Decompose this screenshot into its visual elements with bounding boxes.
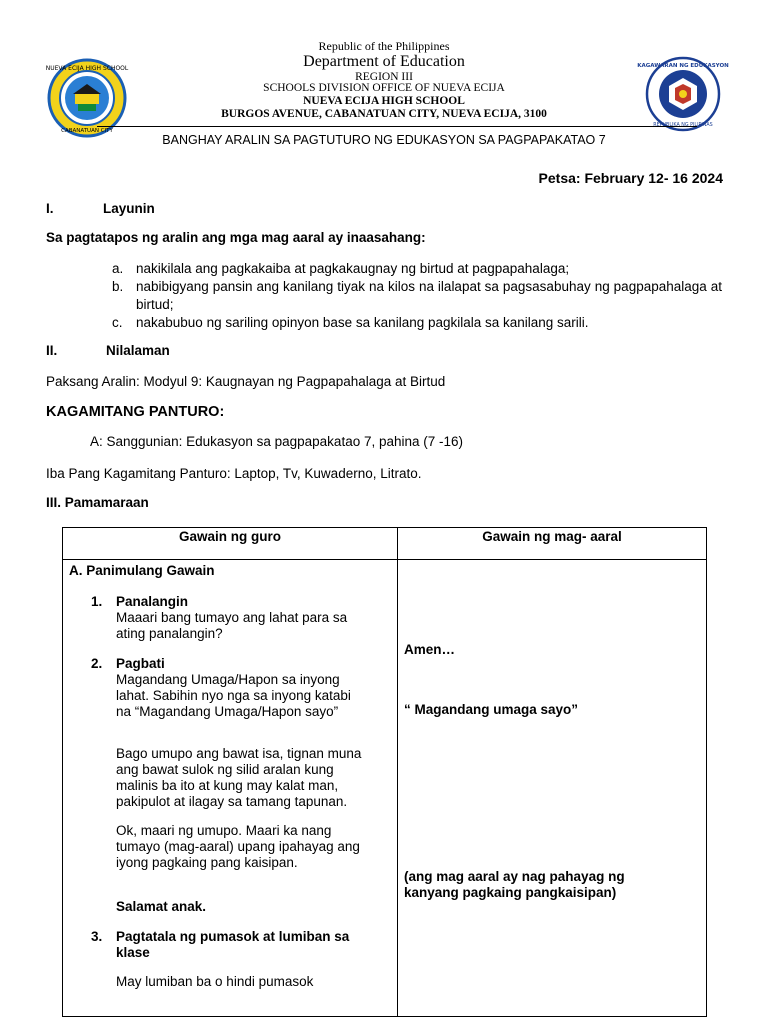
item-number: 2. [91, 656, 103, 671]
objective-text: nabibigyang pansin ang kanilang tiyak na kilos na ilalapat sa pagsasabuhay ng pagpapahalaga at birtud; [136, 279, 722, 312]
document-title: BANGHAY ARALIN SA PAGTUTURO NG EDUKASYON SA PAGPAPAKATAO 7 [162, 133, 606, 147]
pagtatala-title: klase [116, 945, 150, 960]
pahayag-response: kanyang pagkaing pangkaisipan) [404, 885, 617, 900]
objective-item [112, 260, 722, 278]
objective-item [112, 314, 722, 332]
school-name: NUEVA ECIJA HIGH SCHOOL [303, 95, 465, 107]
paragraph-line: Bago umupo ang bawat isa, tignan muna [116, 746, 362, 761]
table-header-row [63, 528, 707, 560]
aaral-cell [398, 560, 707, 1017]
paragraph-line: iyong pagkaing pang kaisipan. [116, 855, 298, 870]
division-line: SCHOOLS DIVISION OFFICE OF NUEVA ECIJA [263, 82, 505, 94]
section-2-title: Nilalaman [106, 343, 170, 358]
kagamitan-heading: KAGAMITANG PANTURO: [46, 404, 225, 420]
objectives-intro: Sa pagtatapos ng aralin ang mga mag aaral ay inaasahang: [46, 230, 426, 245]
column-header-guro: Gawain ng guro [63, 528, 398, 560]
objective-marker: a. [112, 261, 124, 276]
objective-item [112, 278, 722, 314]
region-line: REGION III [355, 71, 413, 83]
amen-response: Amen… [404, 642, 456, 657]
paragraph-line: ang bawat sulok ng silid aralan kung [116, 762, 334, 777]
deped-seal-text-bottom: REPUBLIKA NG PILIPINAS [653, 123, 713, 128]
item-number: 1. [91, 594, 103, 609]
section-1-number: I. [46, 201, 54, 216]
pagbati-line: lahat. Sabihin nyo nga sa inyong katabi [116, 688, 351, 703]
paragraph-line: tumayo (mag-aaral) upang ipahayag ang [116, 839, 360, 854]
magandang-response: “ Magandang umaga sayo” [404, 702, 579, 717]
school-logo-text-bottom: CABANATUAN CITY [61, 128, 113, 134]
pagtatala-title: Pagtatala ng pumasok at lumiban sa [116, 929, 350, 944]
paragraph-line: malinis ba ito at kung may kalat man, [116, 778, 339, 793]
panalangin-title: Panalangin [116, 594, 189, 609]
iba-pang-kagamitan: Iba Pang Kagamitang Panturo: Laptop, Tv, Kuwaderno, Litrato. [46, 466, 422, 481]
panalangin-line: ating panalangin? [116, 626, 223, 641]
objectives-list [112, 260, 722, 332]
paksang-aralin: Paksang Aralin: Modyul 9: Kaugnayan ng Pagpapahalaga at Birtud [46, 374, 446, 389]
objective-text: nakabubuo ng sariling opinyon base sa kanilang pagkilala sa kanilang sarili. [136, 315, 589, 330]
pagbati-title: Pagbati [116, 656, 165, 671]
school-logo-text-top: NUEVA ECIJA HIGH SCHOOL [45, 65, 129, 72]
guro-cell [63, 560, 398, 1017]
pagbati-line: na “Magandang Umaga/Hapon sayo” [116, 704, 339, 719]
objective-marker: b. [112, 279, 124, 294]
pahayag-response: (ang mag aaral ay nag pahayag ng [404, 869, 625, 884]
item-number: 3. [91, 929, 103, 944]
objective-marker: c. [112, 315, 123, 330]
panimula-heading: A. Panimulang Gawain [69, 563, 215, 578]
panalangin-line: Maaari bang tumayo ang lahat para sa [116, 610, 348, 625]
section-3-title: III. Pamamaraan [46, 495, 149, 510]
header-divider [97, 126, 697, 127]
paragraph-line: Ok, maari ng umupo. Maari ka nang [116, 823, 332, 838]
lesson-plan-table [62, 527, 707, 1017]
republic-line: Republic of the Philippines [318, 39, 450, 53]
column-header-aaral: Gawain ng mag- aaral [398, 528, 707, 560]
salamat-line: Salamat anak. [116, 899, 207, 914]
sanggunian: A: Sanggunian: Edukasyon sa pagpapakatao 7, pahina (7 -16) [90, 434, 464, 449]
section-1-title: Layunin [103, 201, 155, 216]
school-address: BURGOS AVENUE, CABANATUAN CITY, NUEVA ECIJA, 3100 [221, 108, 547, 120]
department-title: Department of Education [303, 53, 465, 70]
deped-seal-text-top: KAGAWARAN NG EDUKASYON [637, 63, 729, 69]
pagbati-line: Magandang Umaga/Hapon sa inyong [116, 672, 340, 687]
table-row [63, 560, 707, 1017]
lumiban-line: May lumiban ba o hindi pumasok [116, 974, 314, 989]
date-line: Petsa: February 12- 16 2024 [538, 170, 723, 186]
section-2-number: II. [46, 343, 58, 358]
objective-text: nakikilala ang pagkakaiba at pagkakaugnay ng birtud at pagpapahalaga; [136, 261, 570, 276]
paragraph-line: pakipulot at ilagay sa tamang tapunan. [116, 794, 348, 809]
